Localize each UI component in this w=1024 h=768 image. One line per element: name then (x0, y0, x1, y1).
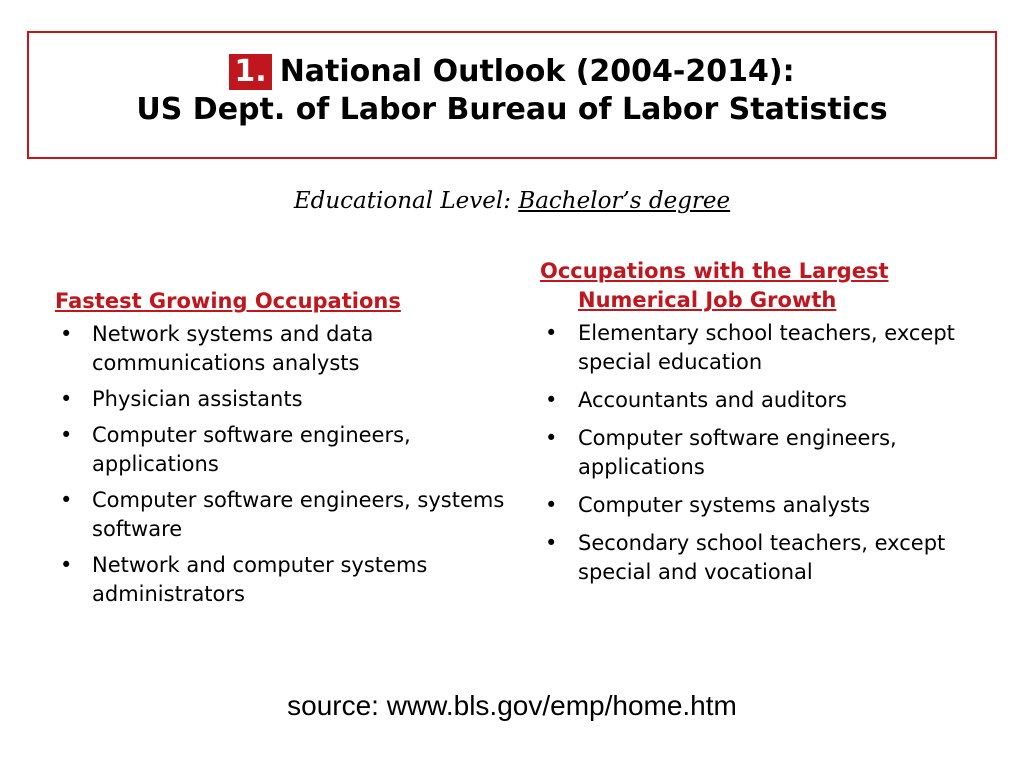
bullet-icon: • (545, 531, 558, 555)
bullet-icon: • (545, 426, 558, 450)
source-citation: source: www.bls.gov/emp/home.htm (287, 690, 737, 721)
list-item-text: Network and computer systems administrators (92, 553, 428, 606)
list-item (540, 319, 1000, 377)
subtitle-prefix: Educational Level: (293, 188, 511, 214)
bullet-icon: • (60, 387, 73, 411)
bullet-icon: • (60, 322, 73, 346)
list-item (55, 486, 525, 544)
title-line-2: US Dept. of Labor Bureau of Labor Statistics (136, 92, 888, 127)
list-item-text: Computer systems analysts (578, 493, 871, 517)
bullet-icon: • (60, 423, 73, 447)
list-item-text: Physician assistants (92, 387, 303, 411)
title-text-line-1: National Outlook (2004-2014): (279, 54, 795, 89)
bullet-icon: • (545, 493, 558, 517)
list-item (540, 491, 1000, 520)
education-level: Bachelor’s degree (518, 188, 731, 214)
list-item-text: Computer software engineers, systems software (92, 488, 505, 541)
bullet-icon: • (545, 388, 558, 412)
list-item-text: Computer software engineers, applications (92, 423, 411, 476)
subtitle (0, 188, 1024, 214)
list-item (55, 385, 525, 414)
largest-growth-column (540, 257, 1000, 596)
list-item (55, 551, 525, 609)
bullet-icon: • (60, 488, 73, 512)
list-item (540, 386, 1000, 415)
list-item (55, 320, 525, 378)
list-item-text: Accountants and auditors (578, 388, 848, 412)
fastest-growing-list (55, 320, 525, 609)
fastest-growing-heading: Fastest Growing Occupations (55, 289, 401, 313)
title-line-1 (29, 53, 995, 91)
list-item (540, 529, 1000, 587)
largest-growth-list (540, 319, 1000, 587)
bullet-icon: • (545, 321, 558, 345)
list-item-text: Network systems and data communications analysts (92, 322, 374, 375)
list-item-text: Computer software engineers, applications (578, 426, 897, 479)
largest-growth-heading: Occupations with the Largest Numerical Job Growth (540, 259, 889, 312)
list-item-text: Elementary school teachers, except special education (578, 321, 955, 374)
section-number-badge: 1. (229, 54, 271, 90)
bullet-icon: • (60, 553, 73, 577)
list-item (55, 421, 525, 479)
title-box (27, 31, 997, 159)
fastest-growing-column (55, 287, 525, 616)
list-item-text: Secondary school teachers, except special and vocational (578, 531, 946, 584)
list-item (540, 424, 1000, 482)
